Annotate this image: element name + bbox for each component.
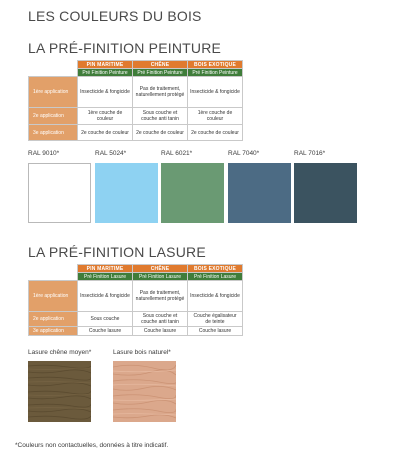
table-row <box>29 77 243 108</box>
header-pin-maritime: PIN MARITIME <box>78 61 133 69</box>
swatch-ral-9010 <box>28 163 91 223</box>
header-chene: CHÊNE <box>133 265 188 273</box>
swatch-label-ral-9010: RAL 9010* <box>28 150 60 157</box>
table-cell: Sous couche et couche anti tanin <box>133 312 188 327</box>
row-label: 1ère application <box>29 281 78 312</box>
table-cell: Pas de traitement, naturellement protégé <box>133 281 188 312</box>
finish-label: Pré Finition Lasure <box>133 273 188 281</box>
section-title-lasure: LA PRÉ-FINITION LASURE <box>28 244 206 260</box>
swatch-ral-7016 <box>294 163 357 223</box>
table-row <box>29 327 243 336</box>
row-label: 1ère application <box>29 77 78 108</box>
table-cell: Couche lasure <box>78 327 133 336</box>
row-label: 3e application <box>29 125 78 141</box>
header-pin-maritime: PIN MARITIME <box>78 265 133 273</box>
table-cell: 1ère couche de couleur <box>188 108 243 125</box>
table-cell: Couche égalisateur de teinte <box>188 312 243 327</box>
table-cell: Insecticide & fongicide <box>188 281 243 312</box>
table-row <box>29 281 243 312</box>
table-row <box>29 312 243 327</box>
peinture-table <box>28 60 243 141</box>
swatch-label-ral-7016: RAL 7016* <box>294 150 326 157</box>
finish-label: Pré Finition Peinture <box>78 69 133 77</box>
table-cell: Sous couche <box>78 312 133 327</box>
swatch-label-ral-6021: RAL 6021* <box>161 150 193 157</box>
row-label: 2e application <box>29 108 78 125</box>
table-cell: Pas de traitement, naturellement protégé <box>133 77 188 108</box>
finish-label: Pré Finition Peinture <box>133 69 188 77</box>
table-cell: Sous couche et couche anti tanin <box>133 108 188 125</box>
wood-sample-bois-naturel <box>113 361 176 422</box>
finish-label: Pré Finition Peinture <box>188 69 243 77</box>
finish-label: Pré Finition Lasure <box>188 273 243 281</box>
wood-sample-chene-moyen <box>28 361 91 422</box>
wood-label-chene-moyen: Lasure chêne moyen* <box>28 349 92 356</box>
swatch-ral-7040 <box>228 163 291 223</box>
section-title-peinture: LA PRÉ-FINITION PEINTURE <box>28 40 222 56</box>
table-corner <box>29 61 78 77</box>
table-cell: Insecticide & fongicide <box>78 77 133 108</box>
header-bois-exotique: BOIS EXOTIQUE <box>188 61 243 69</box>
table-cell: 2e couche de couleur <box>78 125 133 141</box>
table-cell: 2e couche de couleur <box>133 125 188 141</box>
table-cell: Insecticide & fongicide <box>78 281 133 312</box>
table-row <box>29 108 243 125</box>
table-row <box>29 125 243 141</box>
header-bois-exotique: BOIS EXOTIQUE <box>188 265 243 273</box>
wood-label-bois-naturel: Lasure bois naturel* <box>113 349 171 356</box>
row-label: 2e application <box>29 312 78 327</box>
table-cell: 2e couche de couleur <box>188 125 243 141</box>
lasure-table <box>28 264 243 336</box>
table-corner <box>29 265 78 281</box>
table-cell: Couche lasure <box>188 327 243 336</box>
table-cell: 1ère couche de couleur <box>78 108 133 125</box>
swatch-ral-5024 <box>95 163 158 223</box>
footnote: *Couleurs non contactuelles, données à titre indicatif. <box>15 442 169 449</box>
swatch-label-ral-7040: RAL 7040* <box>228 150 260 157</box>
header-chene: CHÊNE <box>133 61 188 69</box>
table-cell: Insecticide & fongicide <box>188 77 243 108</box>
page-title: LES COULEURS DU BOIS <box>28 8 202 24</box>
finish-label: Pré Finition Lasure <box>78 273 133 281</box>
row-label: 3e application <box>29 327 78 336</box>
swatch-ral-6021 <box>161 163 224 223</box>
swatch-label-ral-5024: RAL 5024* <box>95 150 127 157</box>
table-cell: Couche lasure <box>133 327 188 336</box>
